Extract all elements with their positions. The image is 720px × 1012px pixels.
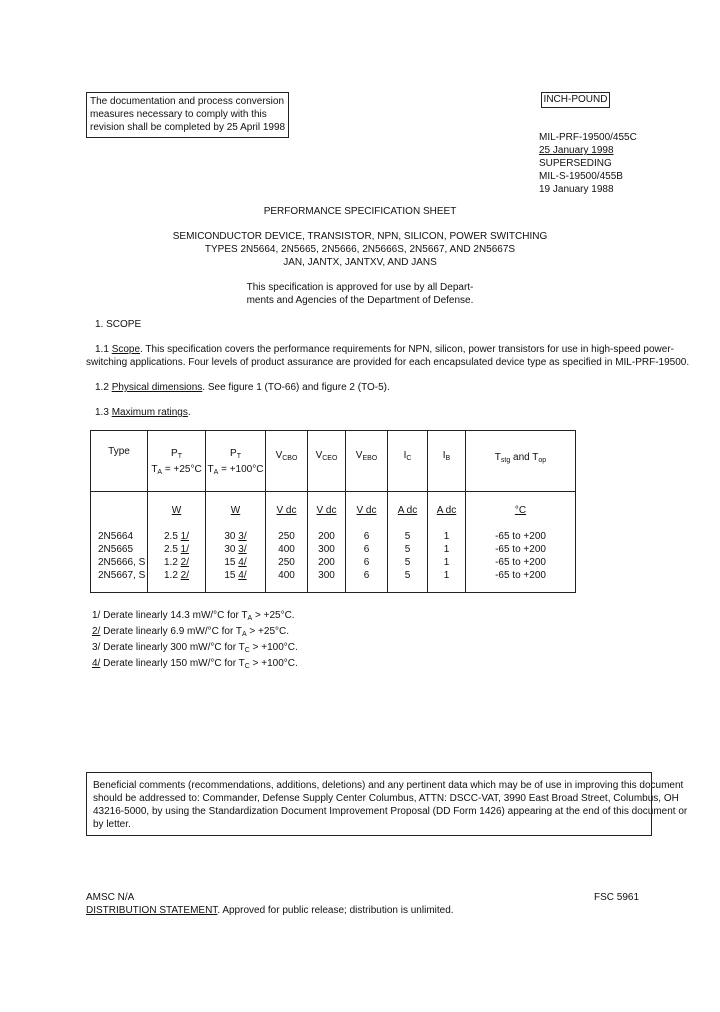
- unit-label: °C: [514, 505, 527, 516]
- comments-line: Beneficial comments (recommendations, additions, deletions) and any pertinent data which may be of use in improving this document: [93, 780, 684, 791]
- header-cond-sub: A: [213, 469, 219, 476]
- header-vcbo-label: [266, 449, 307, 462]
- header-temperature-label: [466, 451, 575, 464]
- footnote-ref: 4/: [238, 557, 247, 568]
- footnote-text: Derate linearly 150 mW/°C for T: [100, 658, 245, 669]
- vceo-value: 200: [318, 531, 335, 542]
- footnote-ref: 4/: [92, 658, 101, 669]
- footnotes-block: [92, 608, 298, 672]
- row-type: 2N5664: [98, 531, 134, 542]
- header-vebo-label: [346, 449, 387, 462]
- header-v-sub: CBO: [282, 455, 298, 462]
- temperature-value: -65 to +200: [495, 531, 546, 542]
- pt100-value: [206, 556, 265, 569]
- approval-line: ments and Agencies of the Department of Defense.: [246, 295, 474, 306]
- temperature-value: -65 to +200: [495, 544, 546, 555]
- vebo-column: [346, 492, 388, 593]
- footnote: [92, 656, 298, 672]
- section-1-2: [95, 381, 655, 394]
- header-p-sub: T: [177, 453, 182, 460]
- header-p: P: [171, 448, 178, 459]
- header-ic: [388, 431, 428, 492]
- section-title-scope: Scope: [111, 344, 141, 355]
- section-number: 1.2: [95, 382, 109, 393]
- value: 1.2: [163, 570, 178, 581]
- conversion-notice-box: [86, 92, 289, 138]
- footnote-ref: 3/: [92, 642, 101, 653]
- ic-value: 5: [404, 557, 411, 568]
- footnote-ref: 3/: [238, 531, 247, 542]
- maximum-ratings-table: [90, 430, 576, 593]
- footnote-text: Derate linearly 300 mW/°C for T: [100, 642, 245, 653]
- inch-pound-label: INCH-POUND: [541, 92, 610, 108]
- footnote: [92, 608, 298, 624]
- header-cond-value: = +100°C: [218, 464, 264, 475]
- distribution-text: . Approved for public release; distribution is unlimited.: [217, 905, 454, 916]
- ib-column: [428, 492, 466, 593]
- table-header-row: [91, 431, 576, 492]
- header-ib-label: [428, 449, 465, 462]
- superseding-label: SUPERSEDING: [539, 158, 612, 169]
- unit-label: A dc: [397, 505, 418, 516]
- device-title-line: SEMICONDUCTOR DEVICE, TRANSISTOR, NPN, SILICON, POWER SWITCHING: [172, 231, 548, 242]
- pt25-column: [148, 492, 206, 593]
- header-pt-25: [148, 431, 206, 492]
- amsc-label: AMSC N/A: [86, 892, 135, 903]
- value: 30: [224, 544, 236, 555]
- distribution-label: DISTRIBUTION STATEMENT: [86, 905, 218, 916]
- section-text: . See figure 1 (TO-66) and figure 2 (TO-5).: [202, 382, 390, 393]
- ib-value: 1: [443, 557, 450, 568]
- vcbo-column: [266, 492, 308, 593]
- section-text: .: [187, 407, 191, 418]
- footnote-ref: 3/: [238, 544, 247, 555]
- value: 30: [224, 531, 236, 542]
- temperature-column: [466, 492, 576, 593]
- pt25-value: [148, 569, 205, 582]
- temperature-value: -65 to +200: [495, 557, 546, 568]
- header-i-sub: C: [406, 455, 412, 462]
- header-pt-symbol: [206, 447, 265, 460]
- approval-block: [0, 281, 720, 307]
- header-type-label: Type: [108, 446, 130, 457]
- header-i: I: [403, 450, 407, 461]
- vebo-value: 6: [363, 570, 370, 581]
- footnote-sub: C: [244, 647, 250, 654]
- ic-value: 5: [404, 544, 411, 555]
- section-1-1: [86, 343, 690, 369]
- vceo-value: 300: [318, 544, 335, 555]
- footnote-sub: A: [241, 631, 247, 638]
- value: 2.5: [163, 531, 178, 542]
- section-title-physical-dimensions: Physical dimensions: [111, 382, 203, 393]
- notice-line: The documentation and process conversion: [90, 96, 285, 107]
- vceo-value: 300: [318, 570, 335, 581]
- document-date: 25 January 1998: [539, 145, 614, 156]
- footnote: [92, 624, 298, 640]
- scope-heading-text: 1. SCOPE: [95, 319, 142, 330]
- pt100-value: [206, 530, 265, 543]
- title-block: [0, 205, 720, 218]
- footnote-ref: 4/: [238, 570, 247, 581]
- header-cond-t: T: [151, 464, 158, 475]
- footnote-text: Derate linearly 6.9 mW/°C for T: [100, 626, 242, 637]
- header-pt-100: [206, 431, 266, 492]
- footnote-ref: 2/: [180, 557, 190, 568]
- vceo-value: 200: [318, 557, 335, 568]
- ib-value: 1: [443, 531, 450, 542]
- header-vcbo: [266, 431, 308, 492]
- vcbo-value: 250: [278, 531, 295, 542]
- row-type: 2N5666, S: [98, 557, 146, 568]
- pt100-value: [206, 543, 265, 556]
- header-pt-condition: [206, 463, 265, 476]
- comments-line: should be addressed to: Commander, Defense Supply Center Columbus, ATTN: DSCC-VAT, 3990 East Broad Street, Columbus, OH: [93, 793, 679, 804]
- header-v-sub: EBO: [362, 455, 378, 462]
- vcbo-value: 400: [278, 544, 295, 555]
- notice-line: revision shall be completed by 25 April 1998: [90, 122, 286, 133]
- value: 2.5: [163, 544, 178, 555]
- footnote-ref: 1/: [92, 610, 101, 621]
- ic-value: 5: [404, 531, 411, 542]
- header-p: P: [230, 448, 237, 459]
- header-i: I: [442, 450, 446, 461]
- footnote-tail: > +100°C.: [249, 642, 298, 653]
- distribution-statement: [86, 904, 454, 917]
- ib-value: 1: [443, 570, 450, 581]
- comments-line: by letter.: [93, 819, 131, 830]
- approval-line: This specification is approved for use by all Depart-: [246, 282, 474, 293]
- comments-line: 43216-5000, by using the Standardization Document Improvement Proposal (DD Form 1426) appearing at the end of this document or: [93, 806, 688, 817]
- footnote-text: Derate linearly 14.3 mW/°C for T: [100, 610, 248, 621]
- header-tstg-sub: stg: [500, 457, 511, 464]
- pt100-value: [206, 569, 265, 582]
- unit-label: V dc: [356, 505, 377, 516]
- beneficial-comments-box: [86, 772, 688, 836]
- header-ic-label: [388, 449, 427, 462]
- superseded-number: MIL-S-19500/455B: [539, 171, 623, 182]
- section-title-maximum-ratings: Maximum ratings: [111, 407, 188, 418]
- unit-label: V dc: [276, 505, 297, 516]
- row-type: 2N5667, S: [98, 570, 146, 581]
- unit-label: W: [230, 505, 241, 516]
- header-type: [91, 431, 148, 492]
- unit-label: V dc: [316, 505, 337, 516]
- ib-value: 1: [443, 544, 450, 555]
- header-top-sub: op: [538, 457, 547, 464]
- value: 1.2: [163, 557, 178, 568]
- superseded-date: 19 January 1988: [539, 184, 614, 195]
- header-v: V: [315, 450, 323, 461]
- unit-label: W: [171, 505, 182, 516]
- vebo-value: 6: [363, 544, 370, 555]
- footnote-ref: 1/: [180, 531, 190, 542]
- section-number: 1.3: [95, 407, 109, 418]
- footnote-tail: > +100°C.: [249, 658, 298, 669]
- vcbo-value: 250: [278, 557, 295, 568]
- header-temperature: [466, 431, 576, 492]
- header-cond-sub: A: [157, 469, 163, 476]
- footnote-ref: 1/: [180, 544, 190, 555]
- fsc-code: FSC 5961: [594, 892, 640, 903]
- ic-column: [388, 492, 428, 593]
- scope-heading: [95, 318, 655, 331]
- footnote-ref: 2/: [92, 626, 101, 637]
- section-1-3: [95, 406, 655, 419]
- header-t: T: [494, 452, 501, 463]
- footnote-sub: C: [244, 663, 250, 670]
- header-and-t: and T: [510, 452, 539, 463]
- pt100-column: [206, 492, 266, 593]
- ic-value: 5: [404, 570, 411, 581]
- notice-line: measures necessary to comply with this: [90, 109, 267, 120]
- header-cond-t: T: [207, 464, 214, 475]
- table-body-row: [91, 492, 576, 593]
- footnote-sub: A: [247, 615, 253, 622]
- document-number: MIL-PRF-19500/455C: [539, 132, 637, 143]
- pt25-value: [148, 543, 205, 556]
- header-vceo-label: [308, 449, 345, 462]
- vceo-column: [308, 492, 346, 593]
- header-i-sub: B: [445, 455, 451, 462]
- footnote: [92, 640, 298, 656]
- pt25-value: [148, 556, 205, 569]
- section-text: . This specification covers the performance requirements for NPN, silicon, power transistors for use in high-speed power-: [140, 344, 674, 355]
- sheet-title: PERFORMANCE SPECIFICATION SHEET: [263, 206, 457, 217]
- header-ib: [428, 431, 466, 492]
- type-column: [91, 492, 148, 593]
- vcbo-value: 400: [278, 570, 295, 581]
- unit-label: A dc: [436, 505, 457, 516]
- pt25-value: [148, 530, 205, 543]
- value: 15: [224, 557, 236, 568]
- section-number: 1.1: [95, 344, 109, 355]
- section-text: switching applications. Four levels of product assurance are provided for each encapsulated device type as specified in MIL-PRF-19500.: [86, 357, 690, 368]
- temperature-value: -65 to +200: [495, 570, 546, 581]
- footnote-ref: 2/: [180, 570, 190, 581]
- header-pt-symbol: [148, 447, 205, 460]
- device-title-block: [0, 230, 720, 269]
- header-vebo: [346, 431, 388, 492]
- device-title-line: TYPES 2N5664, 2N5665, 2N5666, 2N5666S, 2N5667, AND 2N5667S: [204, 244, 516, 255]
- header-cond-value: = +25°C: [162, 464, 202, 475]
- footnote-tail: > +25°C.: [252, 610, 295, 621]
- header-v-sub: CEO: [322, 455, 338, 462]
- value: 15: [224, 570, 236, 581]
- document-id-block: [539, 131, 637, 196]
- header-vceo: [308, 431, 346, 492]
- device-title-line: JAN, JANTX, JANTXV, AND JANS: [283, 257, 437, 268]
- header-v: V: [355, 450, 363, 461]
- header-p-sub: T: [236, 453, 241, 460]
- footnote-tail: > +25°C.: [246, 626, 290, 637]
- header-pt-condition: [148, 463, 205, 476]
- vebo-value: 6: [363, 531, 370, 542]
- vebo-value: 6: [363, 557, 370, 568]
- footer-block: [86, 891, 454, 917]
- row-type: 2N5665: [98, 544, 134, 555]
- header-v: V: [275, 450, 283, 461]
